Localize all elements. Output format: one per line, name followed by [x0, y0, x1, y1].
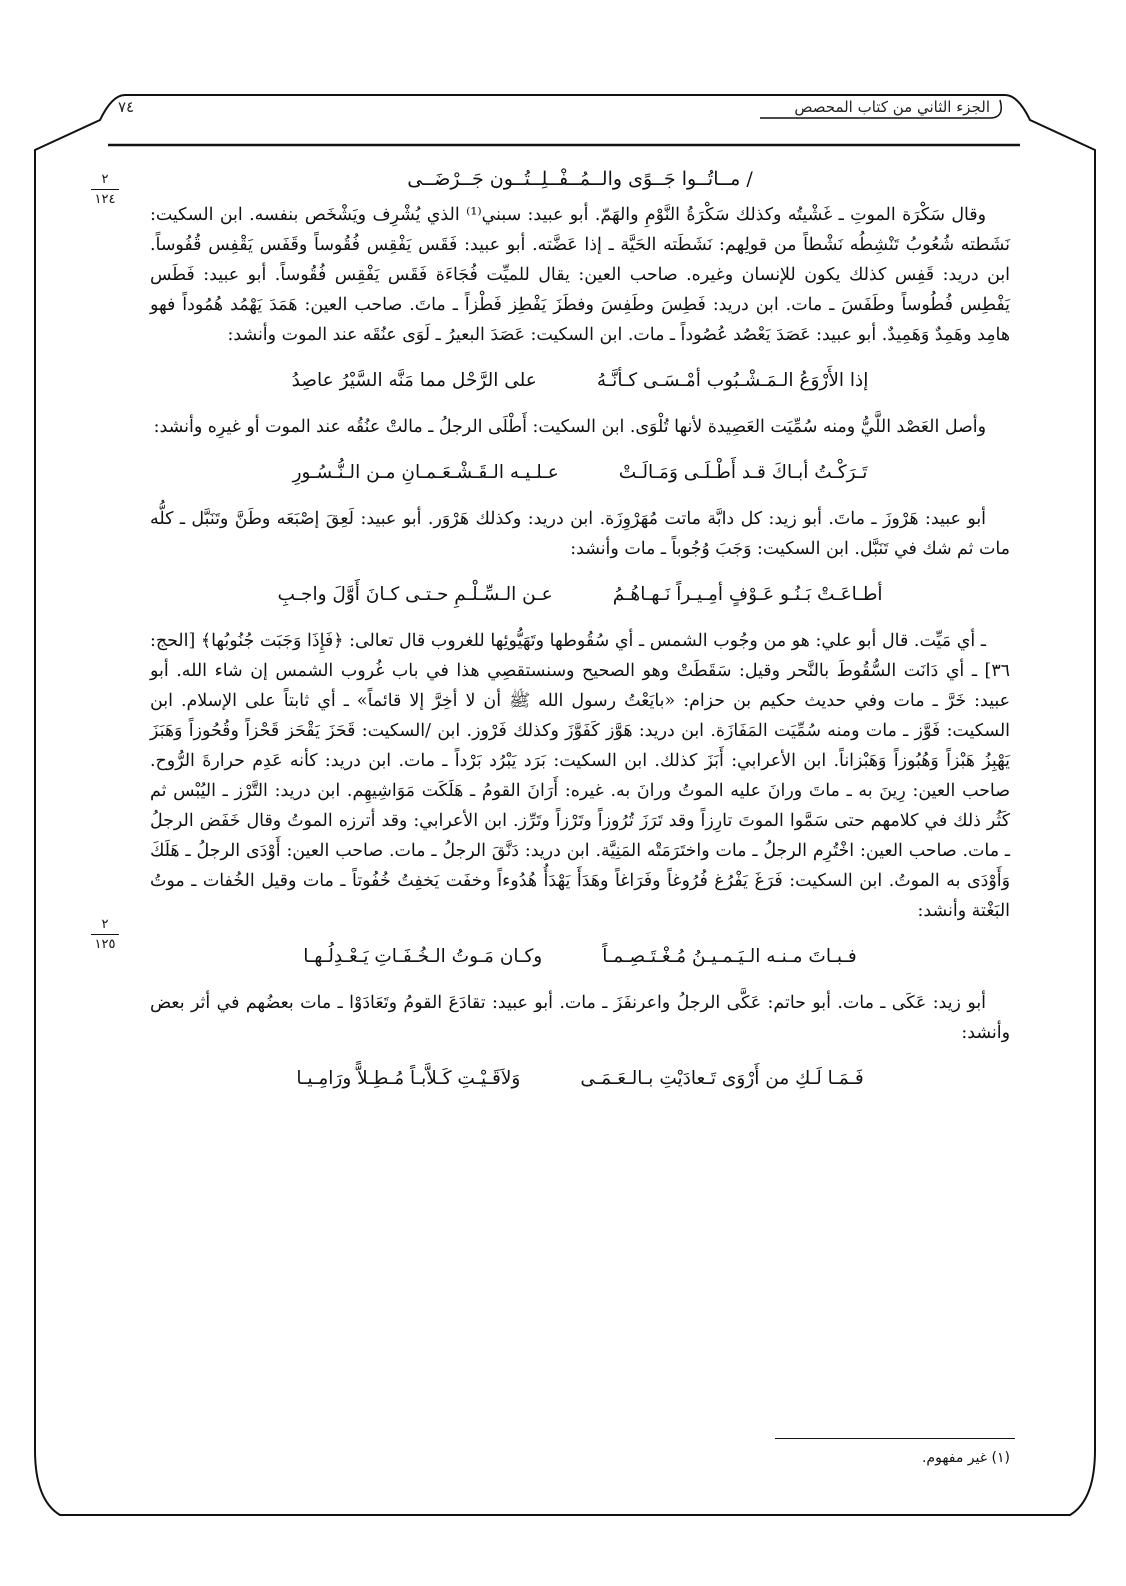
verse-second-half: عـلـيـه الـقَـشْـعَـمـانِ مـن الـنُّـسُـورِ [292, 462, 559, 483]
verse-first-half: فـبـاتَ مـنـه الـيَـمـيـنُ مُـغْـتَـصِـمـاً [602, 946, 857, 967]
verse-line [150, 580, 1010, 610]
verse-line [150, 942, 1010, 972]
paragraph: أبو عبيد: هَرْوزَ ـ ماتَ. أبو زيد: كل دابَّة ماتت مُهَرْوِزَة. ابن دريد: وكذلك هَرْوَر. أبو عبيد: لَعِقَ إصْبَعَه وطَنَّ وتَنَبَّل ـ كلُّه مات ثم شك في تَنَبَّل. ابن السكيت: وَجَبَ وُجُوباً ـ مات وأنشد: [150, 509, 1010, 559]
paragraph: وأصل العَصْد اللَّيُّ ومنه سُمِّيَت العَصِيدة لأنها تُلْوَى. ابن السكيت: أَطْلَى الرجلُ ـ مالتْ عنُقُه عند الموت أو غيرِه وأنشد: [153, 417, 986, 437]
verse-first-half: فَـمَـا لَـكِ من أَرْوَى تَـعادَيْتِ بـالـعَـمَـى [580, 1068, 864, 1089]
verse-first-half: أطـاعَـتْ بَـنُـو عَـوْفٍ أمِـيـراً نَـهـاهُـمُ [612, 584, 883, 605]
page-number: ٧٤ [118, 98, 135, 116]
verse-second-half: على الرَّحْل مما مَنَّه السَّيْرُ عاصِدُ [291, 370, 537, 391]
verse-second-half: عـن الـسِّـلْـمِ حـتـى كـانَ أَوَّلَ واجـبِ [277, 584, 553, 605]
verse-line [150, 366, 1010, 396]
paragraph: أبو زيد: عَكَى ـ مات. أبو حاتم: عَكَّى الرجلُ واعرنفَزَ ـ مات. أبو عبيد: تقادَعَ القومُ وتَعَادَوْا ـ مات بعضُهم في أثر بعض وأنشد: [150, 993, 1010, 1043]
verse-first-half: إذا الأَرْوَعُ الـمَـشْـبُوب أمْـسَـى كـأنَّـهُ [596, 370, 869, 391]
verse-first-half: تَـرَكْـتُ أبـاكَ قـد أَطْـلَـى وَمَـالَـتْ [618, 462, 868, 483]
margin-page-ref: ٢ ١٢٤ [85, 172, 125, 207]
verse-second-half: وَلاَقَـيْـتِ كَـلاَّبـاً مُـطِـلاًّ ورَامِـيـا [296, 1068, 521, 1089]
running-header-title: الجزء الثاني من كتاب المحصص [794, 98, 990, 116]
verse-line [150, 1064, 1010, 1094]
footnote-divider [775, 1438, 1015, 1439]
verse-second-half: وكـان مَـوتُ الـخُـفَـاتِ يَـعْـدِلُـهـا [303, 946, 543, 967]
paragraph: وقال سَكْرَة الموتِ ـ غَشْيتُه وكذلك سَكْرَةُ النَّوْمِ والهَمّ. أبو عبيد: سبني⁽¹⁾ الذي يُشْرِف ويَشْخَص بنفسه. ابن السكيت: نَشَطته شُعُوبُ تَنْشِطُه نَشْطاً من قولِهم: نَشَطَته الحَيَّة ـ إذا عَضَّته. أبو عبيد: فَقَس يَفْقِس فُقُوساً وقَفَس يَقْفِس قُفُوساً. ابن دريد: قَفِس كذلك يكون للإنسان وغيره. صاحب العين: يقال للميِّت فُجَاءَة فَقَس يَفْقِس فُقُوساً. أبو عبيد: فَطَس يَفْطِس فُطُوساً وطَفَسَ ـ مات. ابن دريد: فَطِسَ وطَفِسَ وفطَزَ يَفْطِز فَطْزاً ـ ماتَ. صاحب العين: هَمَدَ يَهْمُد هُمُوداً فهو هامِد وهَمِدٌ وَهَمِيدٌ. أبو عبيد: عَصَدَ يَعْصُد عُصُوداً ـ مات. ابن السكيت: عَصَدَ البعيرُ ـ لَوَى عنُقَه عند الموت وأنشد: [150, 205, 1010, 345]
verse-line [150, 458, 1010, 488]
margin-page-ref: ٢ ١٢٥ [85, 917, 125, 952]
opening-hemistich: / مــاتُــوا جَــوًى والــمُــفْــلِــتُــون جَــرْضَــى [407, 168, 753, 190]
main-text [150, 168, 1010, 1110]
paragraph: ـ أي مَيِّت. قال أبو علي: هو من وجُوب الشمس ـ أي سُقُوطها وتَهَيُّوئِها للغروب قال تعالى: ﴿فَإِذَا وَجَبَت جُنُوبُها﴾ [الحج: ٣٦] ـ أي دَانَت السُّقُوطَ بالنَّحر وقيل: سَقَطَتْ وهو الصحيح وسنستقصِي هذا في باب غُروب الشمس إن شاء الله. أبو عبيد: خَرَّ ـ مات وفي حديث حكيم بن حزام: «بايَعْتُ رسول الله ﷺ أن لا أخِرَّ إلا قائماً» ـ أي ثابتاً على الإسلام. ابن السكيت: فَوَّز ـ مات ومنه سُمِّيَت المَفَازَة. ابن دريد: هَوَّز كَفَوَّزَ وكذلك فَرْوز. ابن /السكيت: قَحَزَ يَقْحَز قَحْزاً وقُحُوزاً وَهَبَزَ يَهْبِزُ هَبْزاً وَهُبُوزاً وَهَبْزاناً. ابن الأعرابي: أَبَزَ كذلك. ابن السكيت: بَرَد يَبْرُد بَرْداً ـ مات. ابن دريد: كأنه عَدِم حرارةَ الرُّوح. صاحب العين: رِينَ به ـ ماتَ ورانَ عليه الموتُ ورانَ به. غيره: أَرَانَ القومُ ـ هَلَكَت مَوَاشِيهِم. ابن دريد: التَّرْز ـ اليُبْس ثم كَثُر ذلك في كلامهم حتى سَمَّوا الموتَ تارِزاً وقد تَرَزَ تُرُوزاً وتَرْزاً وتَرِّز. ابن الأعرابي: وقد أترزه الموتُ وقال خَفَض الرجلُ ـ مات. صاحب العين: اخْتُرِم الرجلُ ـ مات واختَرَمَتْه المَنِيَّة. ابن دريد: دَنَّقَ الرجلُ ـ مات. صاحب العين: أَوْدَى الرجلُ ـ هَلَكَ وَأَوْدَى به الموتُ. ابن السكيت: فَرَغَ يَفْرُغ فُرُوغاً وفَرَاغاً وهَدَأَ يَهْدَأُ هُدُوءاً وخفَت يَخفِتُ خُفُوتاً ـ مات وقيل الخُفات ـ موتُ البَغْتة وأنشد: [150, 631, 1010, 921]
footnote: (١) غير مفهوم. [921, 1450, 1010, 1466]
